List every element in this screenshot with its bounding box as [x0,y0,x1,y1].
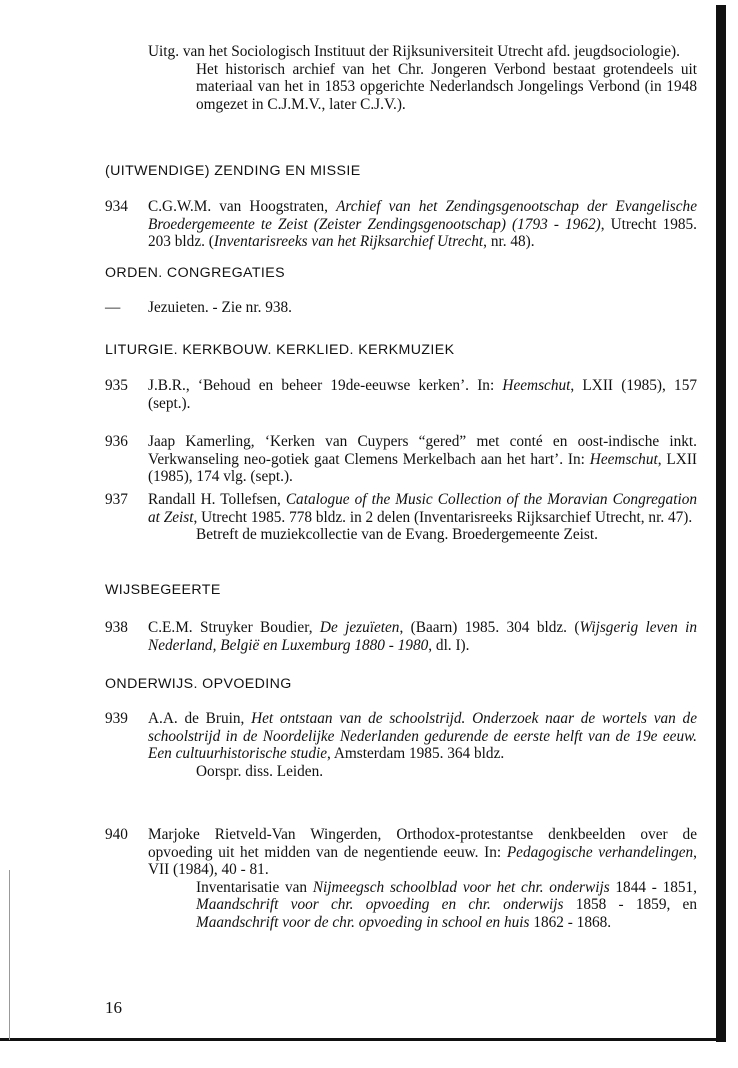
italic-title: Pedagogische verhandelingen [506,843,694,861]
entry-citation [148,299,697,317]
text-segment: Oorspr. diss. Leiden. [196,762,324,780]
text-segment: , Utrecht 1985. 203 bldz. ( [148,215,697,251]
text-segment: , nr. 48). [483,233,535,251]
bibliography-entry [105,826,697,932]
text-segment: Betreft de muziekcollectie van de Evang. Broedergemeente Zeist. [196,526,598,544]
entry-number: — [105,299,121,316]
entry-note [196,763,697,781]
entry-note [196,879,697,932]
italic-title: Archief van het Zendingsgenootschap der Evangelische Broedergemeente te Zeist (Zeister Zendingsgenootschap) (1793 - 1962) [148,198,697,233]
italic-title: Inventarisreeks van het Rijksarchief Utrecht [213,233,484,251]
scan-edge-left [9,870,10,1040]
entry-citation [148,826,697,879]
section-heading: ORDEN. CONGREGATIES [105,265,285,281]
entry-note [196,526,697,544]
entry-citation [148,198,697,251]
section-heading: WIJSBEGEERTE [105,582,221,598]
text-segment: , LXII (1985), 157 (sept.). [148,377,697,412]
text-segment: 1862 - 1868. [529,913,612,931]
bibliography-entry [105,299,697,317]
text-segment: Uitg. van het Sociologisch Instituut der Rijksuniversiteit Utrecht afd. jeugdsociologie). [148,43,680,60]
text-segment: Inventarisatie van [196,878,313,896]
italic-title: Heemschut [502,377,571,394]
text-segment: 1858 - 1859, en [563,896,697,914]
text-segment: 1844 - 1851, [609,878,697,896]
text-segment: , LXII (1985), 174 vlg. (sept.). [148,450,698,486]
entry-number: 939 [105,710,128,727]
entry-citation [148,43,697,61]
text-segment: , VII (1984), 40 - 81. [148,843,697,879]
italic-title: Maandschrift voor de chr. opvoeding in school en huis [196,913,530,931]
entry-citation [148,377,697,412]
italic-title: Wijsgerig leven in Nederland, België en Luxemburg 1880 - 1980 [148,619,697,654]
entry-citation [148,710,697,763]
entry-citation [148,491,697,526]
section-heading: LITURGIE. KERKBOUW. KERKLIED. KERKMUZIEK [105,342,455,358]
italic-title: Nijmeegsch schoolblad voor het chr. onderwijs [312,878,610,896]
text-segment: Marjoke Rietveld-Van Wingerden, Orthodox-protestantse denkbeelden over de opvoeding uit het midden van de negentiende eeuw. In: [148,826,697,861]
entry-number: 935 [105,377,128,394]
italic-title: Catalogue of the Music Collection of the Moravian Congregation at Zeist [148,491,697,526]
bibliography-entry [105,619,697,654]
italic-title: Maandschrift voor chr. opvoeding en chr. onderwijs [196,896,564,914]
bibliography-entry [105,43,697,113]
entry-number: 940 [105,826,128,843]
text-segment: J.B.R., ‘Behoud en beheer 19de-eeuwse kerken’. In: [148,377,503,394]
section-heading: (UITWENDIGE) ZENDING EN MISSIE [105,163,361,179]
text-segment: Randall H. Tollefsen, [148,491,286,508]
text-segment: Jezuieten. - Zie nr. 938. [148,299,292,316]
italic-title: De jezuïeten [319,619,400,636]
text-segment: Het historisch archief van het Chr. Jongeren Verbond bestaat grotendeels uit materiaal van het in 1853 opgerichte Nederlandsch Jongelings Verbond (in 1948 omgezet in C.J.M.V., later C.J.V.). [196,60,697,113]
entry-number: 938 [105,619,128,636]
entry-citation [148,433,697,486]
text-segment: , (Baarn) 1985. 304 bldz. ( [399,619,580,636]
text-segment: A.A. de Bruin, [148,710,252,727]
italic-title: Heemschut [589,450,658,468]
bibliography-entry [105,491,697,544]
entry-note [196,61,697,114]
scan-edge-bottom [0,1038,726,1041]
text-segment: C.E.M. Struyker Boudier, [148,619,320,636]
text-segment: C.G.W.M. van Hoogstraten, [148,198,337,215]
entry-citation [148,619,697,654]
bibliography-entry [105,377,697,412]
text-segment: , Utrecht 1985. 778 bldz. in 2 delen (Inventarisreeks Rijksarchief Utrecht, nr. 47). [193,508,693,526]
text-segment: , Amsterdam 1985. 364 bldz. [327,745,505,763]
text-segment: , dl. I). [428,636,470,654]
section-heading: ONDERWIJS. OPVOEDING [105,676,292,692]
entry-number: 936 [105,433,128,450]
page-number: 16 [105,998,122,1017]
text-segment: Jaap Kamerling, ‘Kerken van Cuypers “gered” met conté en oost-indische inkt. Verkwanseling neo-gotiek gaat Clemens Merkelbach aan het hart’. In: [148,433,697,468]
entry-number: 934 [105,198,128,215]
bibliography-entry [105,710,697,780]
scan-edge-right [716,5,726,1042]
italic-title: Het ontstaan van de schoolstrijd. Onderzoek naar de wortels van de schoolstrijd in de Noordelijke Nederlanden gedurende de eerste helft van de 19e eeuw. Een cultuurhistorische studie [148,710,697,763]
bibliography-entry [105,433,697,486]
bibliography-entry [105,198,697,251]
entry-number: 937 [105,491,128,508]
